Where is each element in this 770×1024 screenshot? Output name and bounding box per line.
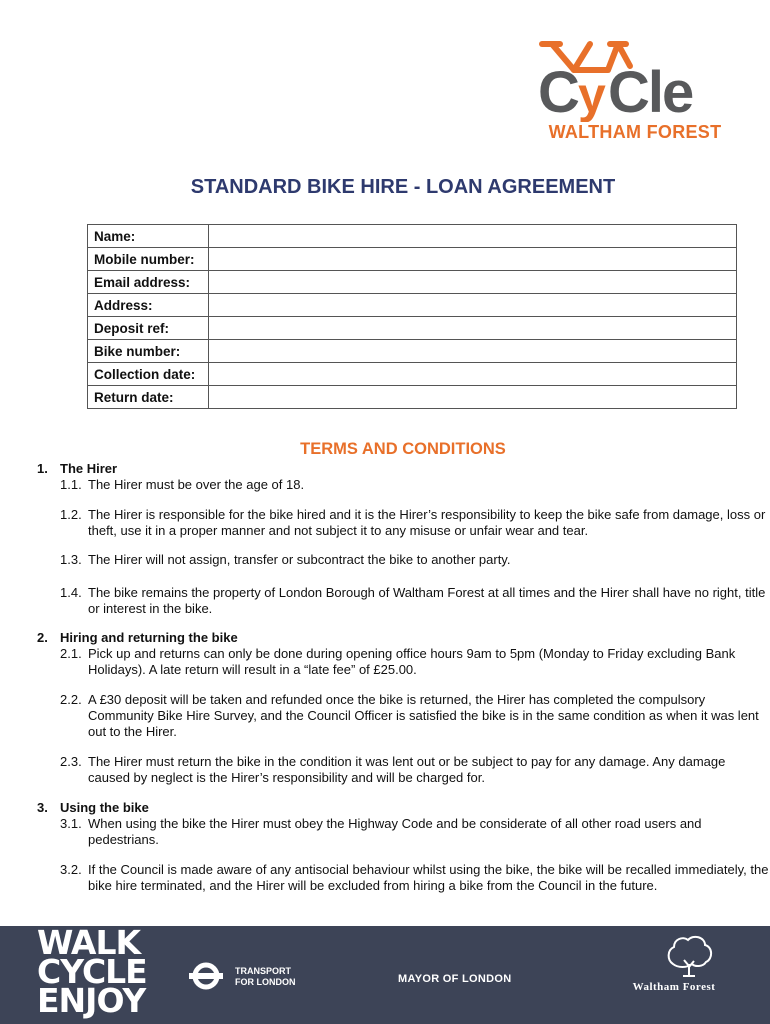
document-title: STANDARD BIKE HIRE - LOAN AGREEMENT [190,176,616,198]
field-label: Bike number: [88,340,209,363]
field-value[interactable] [209,317,737,340]
tfl-line-1: TRANSPORT [235,966,291,976]
field-label: Mobile number: [88,248,209,271]
footer-bar [0,923,770,1024]
form-row [88,271,737,294]
field-value[interactable] [209,294,737,317]
clause-number: 1.1. [60,477,82,492]
clause-text: If the Council is made aware of any antisocial behaviour whilst using the bike, the bike will be recalled immediately, the bike hire terminated, and the Hirer will be excluded from hiring a bike from the Council in the future. [88,862,769,893]
tfl-line-2: FOR LONDON [235,977,296,987]
field-label: Email address: [88,271,209,294]
clause-text: The bike remains the property of London Borough of Waltham Forest at all times and the Hirer shall have no right, title or interest in the bike. [88,585,766,616]
walk-cycle-enjoy-logo [37,923,162,1020]
section-heading [37,630,238,645]
waltham-forest-label: Waltham Forest [632,981,716,993]
walk-text: WALK [37,923,141,962]
svg-text:y: y [578,67,606,122]
field-label: Name: [88,225,209,248]
clause-number: 1.2. [60,507,82,522]
form-row [88,294,737,317]
clause-number: 2.2. [60,692,82,707]
clause-text: The Hirer will not assign, transfer or subcontract the bike to another party. [88,552,511,567]
section-number: 2. [37,630,48,645]
clause-number: 2.3. [60,754,82,769]
terms-heading: TERMS AND CONDITIONS [300,440,506,458]
clause [60,552,770,568]
clause [60,754,770,786]
tfl-roundel-icon [188,961,224,991]
clause [60,507,770,539]
clause-text: A £30 deposit will be taken and refunded once the bike is returned, the Hirer has completed the compulsory Community Bike Hire Survey, and the Council Officer is satisfied the bike is in the same condition as when it was lent out to the Hirer. [88,692,759,739]
svg-text:Cle: Cle [608,60,693,122]
form-row [88,363,737,386]
form-row [88,248,737,271]
field-value[interactable] [209,386,737,409]
cycle-waltham-forest-logo [530,36,740,146]
field-value[interactable] [209,225,737,248]
mayor-of-london-label: MAYOR OF LONDON [398,973,512,985]
form-row [88,340,737,363]
clause [60,646,770,678]
clause-text: The Hirer must be over the age of 18. [88,477,305,492]
enjoy-text: ENJOY [37,981,146,1020]
clause-number: 1.3. [60,552,82,567]
field-label: Address: [88,294,209,317]
hirer-details-form [87,224,737,409]
clause-text: The Hirer must return the bike in the condition it was lent out or be subject to pay for any damage. Any damage caused by neglect is the Hirer’s responsibility and will be charged for. [88,754,726,785]
field-value[interactable] [209,340,737,363]
svg-text:C: C [538,60,578,122]
clause-number: 3.1. [60,816,82,831]
clause-text: The Hirer is responsible for the bike hired and it is the Hirer’s responsibility to keep the bike safe from damage, loss or theft, use it in a proper manner and not subject it to any misuse or unfair wear and tear. [88,507,766,538]
field-label: Return date: [88,386,209,409]
tree-icon [665,934,715,980]
clause [60,862,770,894]
section-heading [37,800,149,815]
form-row [88,317,737,340]
clause [60,692,770,740]
field-value[interactable] [209,248,737,271]
section-heading [37,461,117,476]
section-title: Using the bike [60,800,149,815]
clause-number: 3.2. [60,862,82,877]
section-title: The Hirer [60,461,118,476]
field-label: Collection date: [88,363,209,386]
tfl-label [235,966,296,988]
field-value[interactable] [209,271,737,294]
cycle-text: CYCLE [37,952,147,991]
section-title: Hiring and returning the bike [60,630,238,645]
bicycle-logo-icon [530,36,740,122]
clause-number: 2.1. [60,646,82,661]
clause-text: Pick up and returns can only be done during opening office hours 9am to 5pm (Monday to Friday excluding Bank Holidays). A late return will result in a “late fee” of £25.00. [88,646,736,677]
section-number: 1. [37,461,48,476]
field-value[interactable] [209,363,737,386]
clause-text: When using the bike the Hirer must obey the Highway Code and be considerate of all other road users and pedestrians. [88,816,702,847]
section-number: 3. [37,800,48,815]
clause-number: 1.4. [60,585,82,600]
form-row [88,386,737,409]
field-label: Deposit ref: [88,317,209,340]
clause [60,477,770,493]
clause [60,585,770,617]
logo-subtitle: WALTHAM FOREST [548,122,722,142]
form-row [88,225,737,248]
clause [60,816,770,848]
